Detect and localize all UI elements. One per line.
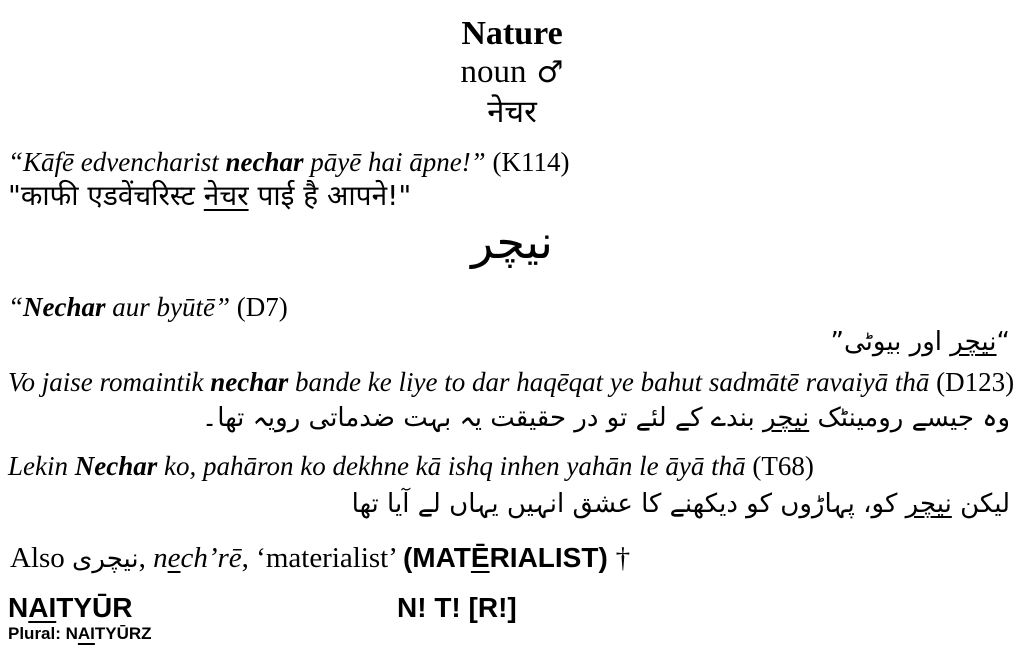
plural-pre: N <box>65 624 78 643</box>
citation-4-urdu-keyword: نیچر <box>905 489 952 519</box>
pronunciation-latin <box>8 590 132 625</box>
citation-1-roman <box>8 146 569 180</box>
pronunciation-respelling: N! T! [R!] <box>397 592 517 623</box>
part-of-speech-line <box>0 52 1024 93</box>
citation-3-urdu-keyword: نیچر <box>763 403 810 433</box>
also-label: Also <box>10 542 73 574</box>
citation-4-roman <box>8 450 814 484</box>
also-pron-post: ch’rē <box>180 542 242 574</box>
hindi-headword: नेचर <box>487 94 537 130</box>
citation-4-reference: (T68) <box>752 451 814 481</box>
citation-1-pre: “Kāfē edvencharist <box>8 147 226 177</box>
citation-3-urdu <box>202 402 1010 435</box>
citation-3-urdu-post: بندے کے لئے تو در حقیقت یہ بہت ضدماتی رویہ تھا۔ <box>202 403 763 433</box>
citation-3-keyword: nechar <box>210 367 289 397</box>
citation-2-urdu-keyword: نیچر <box>950 327 997 357</box>
pronunciation-post: TYŪR <box>56 592 133 623</box>
plural-line <box>8 623 152 644</box>
citation-2-urdu-pre: “ <box>996 327 1010 357</box>
citation-3-reference: (D123) <box>936 367 1015 397</box>
citation-1-reference: (K114) <box>492 147 570 177</box>
citation-2-reference: (D7) <box>236 292 288 322</box>
citation-1-post: pāyē hai āpne!” <box>303 147 493 177</box>
pronunciation-pre: N <box>8 592 29 623</box>
citation-3-roman <box>8 366 1014 400</box>
urdu-headword: نیچر <box>471 215 553 269</box>
plural-post: TYŪRZ <box>94 624 152 643</box>
citation-4-urdu <box>352 488 1010 521</box>
also-gloss: ‘materialist’ <box>256 542 403 574</box>
citation-3-pre: Vo jaise romaintik <box>8 367 211 397</box>
also-variants-line <box>10 540 630 576</box>
citation-2-urdu <box>831 326 1010 359</box>
citation-2-pre: “ <box>8 292 24 322</box>
citation-1-hindi-keyword: नेचर <box>203 179 249 212</box>
citation-2-urdu-post: اور بیوٹی” <box>830 327 951 357</box>
also-pron-pre: n <box>153 542 168 574</box>
citation-4-post: ko, pahāron ko dekhne kā ishq inhen yahān le āyā thā <box>157 451 753 481</box>
citation-1-hindi <box>8 178 411 213</box>
dagger-icon: † <box>615 542 631 574</box>
plural-underlined: AI <box>77 624 95 643</box>
also-separator-2: , <box>241 542 257 574</box>
citation-4-pre: Lekin <box>8 451 75 481</box>
citation-3-urdu-pre: وہ جیسے رومینٹک <box>809 403 1010 433</box>
citation-2-post: aur byūtē” <box>105 292 237 322</box>
also-caps-post: RIALIST) <box>489 542 616 573</box>
also-urdu-variant: نیچری <box>72 544 139 574</box>
citation-2-roman <box>8 291 288 325</box>
pronunciation-underlined: AI <box>28 592 57 623</box>
citation-1-hindi-post: पाई है आपने!" <box>248 179 412 212</box>
citation-4-urdu-pre: لیکن <box>951 489 1010 519</box>
plural-label: Plural: <box>8 624 66 643</box>
male-gender-icon: ♂ <box>536 55 564 90</box>
citation-4-urdu-post: کو، پہاڑوں کو دیکھنے کا عشق انہیں یہاں لے آیا تھا <box>351 489 906 519</box>
also-caps-pre: (MAT <box>402 542 471 573</box>
citation-1-keyword: nechar <box>225 147 304 177</box>
citation-3-post: bande ke liye to dar haqēqat ye bahut sadmātē ravaiyā thā <box>288 367 937 397</box>
also-pron-underlined: e <box>167 542 181 574</box>
part-of-speech: noun <box>460 54 527 90</box>
citation-1-hindi-pre: "काफी एडवेंचरिस्ट <box>8 179 204 212</box>
citation-2-keyword: Nechar <box>23 292 106 322</box>
also-separator-1: , <box>138 542 154 574</box>
headword-title: Nature <box>461 15 563 52</box>
citation-4-keyword: Nechar <box>74 451 158 481</box>
also-caps-underlined: Ē <box>470 542 490 573</box>
